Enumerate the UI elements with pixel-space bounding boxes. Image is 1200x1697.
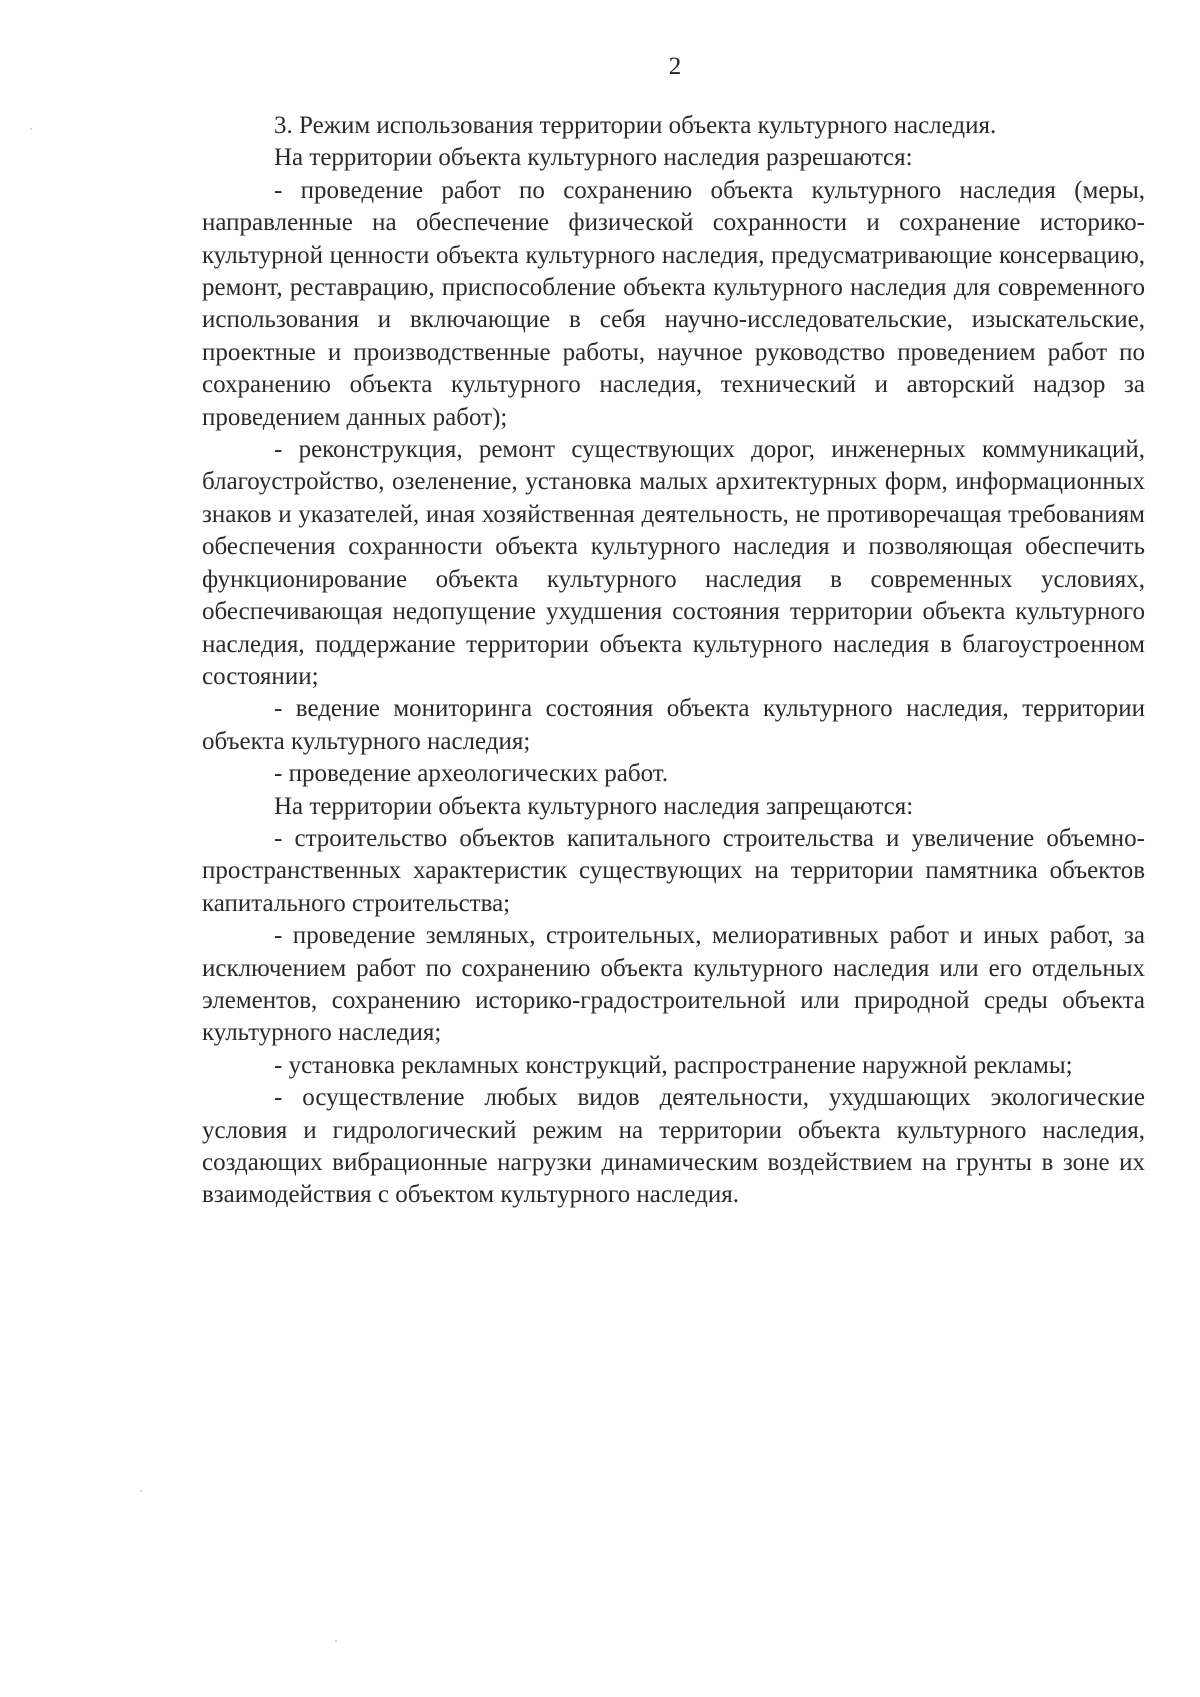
prohibited-intro: На территории объекта культурного наследия запрещаются: <box>274 792 914 820</box>
section-heading: 3. Режим использования территории объекта культурного наследия. <box>274 112 997 139</box>
allowed-item: - проведение работ по сохранению объекта культурного наследия (меры, направленные на обеспечение физической сохранности и сохранение историко-культурной ценности объекта культурного наследия, предусматривающие консервацию, ремонт, реставрацию, приспособление объекта культурного наследия для современного использования и включающие в себя научно-исследовательские, изыскательские, проектные и производственные работы, научное руководство проведением работ по сохранению объекта культурного наследия, технический и авторский надзор за проведением данных работ); <box>202 176 1145 431</box>
prohibited-item: - установка рекламных конструкций, распространение наружной рекламы; <box>274 1051 1073 1079</box>
allowed-item: - ведение мониторинга состояния объекта культурного наследия, территории объекта культурного наследия; <box>202 695 1145 755</box>
page-number: 2 <box>668 53 682 80</box>
document-body <box>202 110 1145 1212</box>
prohibited-item: - осуществление любых видов деятельности, ухудшающих экологические условия и гидрологический режим на территории объекта культурного наследия, создающих вибрационные нагрузки динамическим воздействием на грунты в зоне их взаимодействия с объектом культурного наследия. <box>202 1084 1145 1209</box>
prohibited-item: - строительство объектов капитального строительства и увеличение объемно-пространственных характеристик существующих на территории памятника объектов капитального строительства; <box>202 824 1145 917</box>
allowed-intro: На территории объекта культурного наследия разрешаются: <box>274 144 913 172</box>
scan-speck <box>30 128 32 130</box>
scan-speck <box>140 1490 142 1492</box>
prohibited-item: - проведение земляных, строительных, мелиоративных работ и иных работ, за исключением работ по сохранению объекта культурного наследия или его отдельных элементов, сохранению историко-градостроительной или природной среды объекта культурного наследия; <box>202 922 1145 1047</box>
scan-speck <box>335 1640 337 1642</box>
allowed-item: - реконструкция, ремонт существующих дорог, инженерных коммуникаций, благоустройство, озеленение, установка малых архитектурных форм, информационных знаков и указателей, иная хозяйственная деятельность, не противоречащая требованиям обеспечения сохранности объекта культурного наследия и позволяющая обеспечить функционирование объекта культурного наследия в современных условиях, обеспечивающая недопущение ухудшения состояния территории объекта культурного наследия, поддержание территории объекта культурного наследия в благоустроенном состоянии; <box>202 436 1145 690</box>
allowed-item: - проведение археологических работ. <box>274 760 669 788</box>
